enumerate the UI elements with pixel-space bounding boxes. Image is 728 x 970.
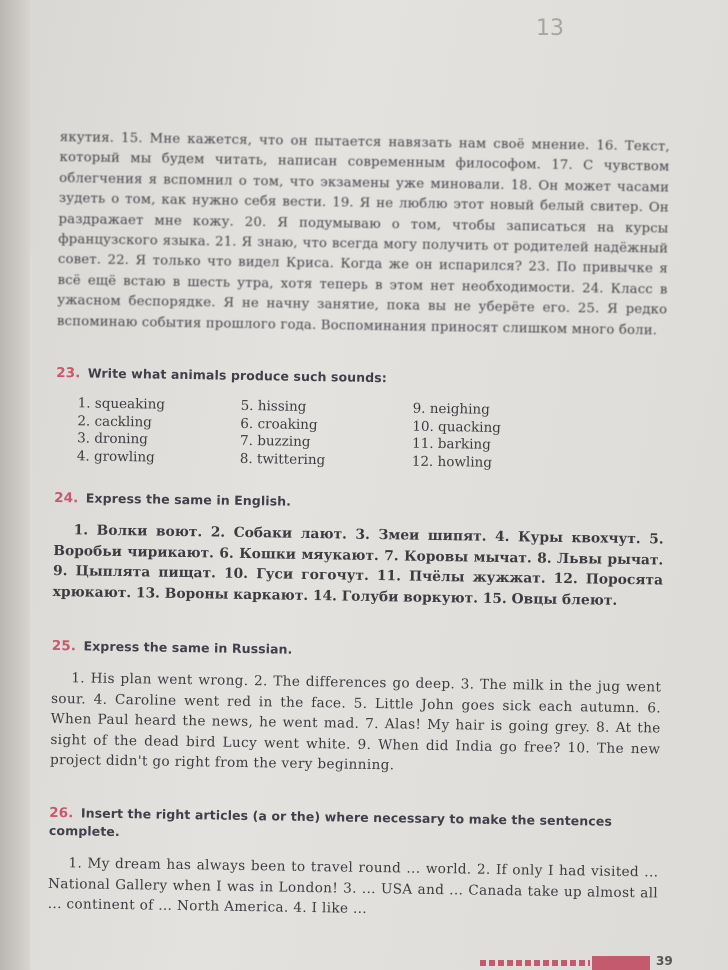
footer-decoration xyxy=(480,960,590,966)
word-item: 2. cackling xyxy=(77,412,153,430)
word-item: 1. squeaking xyxy=(77,395,166,413)
exercise-24-heading xyxy=(54,490,664,516)
unit-tab xyxy=(592,956,650,970)
exercise-25-title: Express the same in Russian. xyxy=(83,638,293,657)
word-item: 8. twittering xyxy=(239,450,326,468)
exercise-24 xyxy=(52,490,664,625)
exercise-25-heading xyxy=(52,638,662,664)
exercise-23-title: Write what animals produce such sounds: xyxy=(87,365,388,386)
word-item: 10. quacking xyxy=(412,418,502,436)
page-spine-shadow xyxy=(0,0,30,970)
exercise-26-number: 26. xyxy=(49,804,74,822)
word-item: 7. buzzing xyxy=(239,432,311,450)
word-item: 3. droning xyxy=(77,430,148,448)
exercise-26 xyxy=(47,804,659,938)
exercise-24-title: Express the same in English. xyxy=(85,490,292,509)
word-column-1 xyxy=(77,395,165,466)
exercise-23-heading xyxy=(56,365,666,391)
exercise-25 xyxy=(50,638,662,794)
exercise-23-number: 23. xyxy=(56,364,81,382)
exercise-24-number: 24. xyxy=(54,489,79,507)
word-item: 4. growling xyxy=(76,447,155,466)
word-item: 9. neighing xyxy=(412,400,490,418)
exercise-25-number: 25. xyxy=(51,637,77,655)
page-number: 39 xyxy=(656,954,673,968)
word-column-2 xyxy=(240,398,327,469)
page-content xyxy=(47,128,670,917)
page-footer xyxy=(480,956,728,970)
exercise-23 xyxy=(54,365,666,495)
page-corner-mark: 13 xyxy=(536,16,564,41)
exercise-26-text: 1. My dream has always been to travel round ... world. 2. If only I had visited ... National Gallery when I was in London! 3. ... USA and ... Canada take up almost all ... continent of ... North America. 4. I like ... xyxy=(47,855,659,917)
word-item: 6. croaking xyxy=(240,415,318,433)
exercise-25-text: 1. His plan went wrong. 2. The differences go deep. 3. The milk in the jug went sour. 4. Caroline went red in the face. 5. Little John goes sick each autumn. 6. When Paul heard the news, he went mad. 7. Alas! My hair is going grey. 8. At the sight of the dead bird Lucy went white. 9. When did India go free? 10. The new project didn't go right from the very beginning. xyxy=(49,670,662,774)
intro-paragraph: якутия. 15. Мне кажется, что он пытается навязать нам своё мнение. 16. Текст, который мы будем читать, написан современным философом. 17. С чувством облегчения я вспомнил о том, что экзамены уже миновали. 18. Он может часами зудеть о том, как нужно себя вести. 19. Я не люблю этот новый белый свитер. Он раздражает мне кожу. 20. Я подумываю о том, чтобы записаться на курсы французского языка. 21. Я знаю, что всегда могу получить от родителей надёжный совет. 22. Я только что видел Криса. Когда же он испарился? 23. По привычке я всё ещё встаю в шесть утра, хотя теперь в этом нет необходимости. 24. Класс в ужасном беспорядке. Я не начну занятие, пока вы не уберёте его. 25. Я редко вспоминаю события прошлого года. Воспоминания приносят слишком много боли. xyxy=(56,129,670,339)
word-item: 11. barking xyxy=(411,435,491,453)
word-item: 5. hissing xyxy=(240,397,307,415)
word-column-3 xyxy=(412,401,502,472)
exercise-24-text: 1. Волки воют. 2. Собаки лают. 3. Змеи шипят. 4. Куры квохчут. 5. Воробьи чирикают. 6. Кошки мяукают. 7. Коровы мычат. 8. Львы рычат. 9. Цыплята пищат. 10. Гуси гогочут. 11. Пчёлы жужжат. 12. Поросята хрюкают. 13. Вороны каркают. 14. Голуби воркуют. 15. Овцы блеют. xyxy=(52,522,664,609)
exercise-26-title: Insert the right articles (a or the) where necessary to make the sentences complete. xyxy=(48,805,613,840)
word-item: 12. howling xyxy=(411,453,493,471)
sound-word-list xyxy=(54,395,665,495)
exercise-26-heading xyxy=(49,804,659,849)
